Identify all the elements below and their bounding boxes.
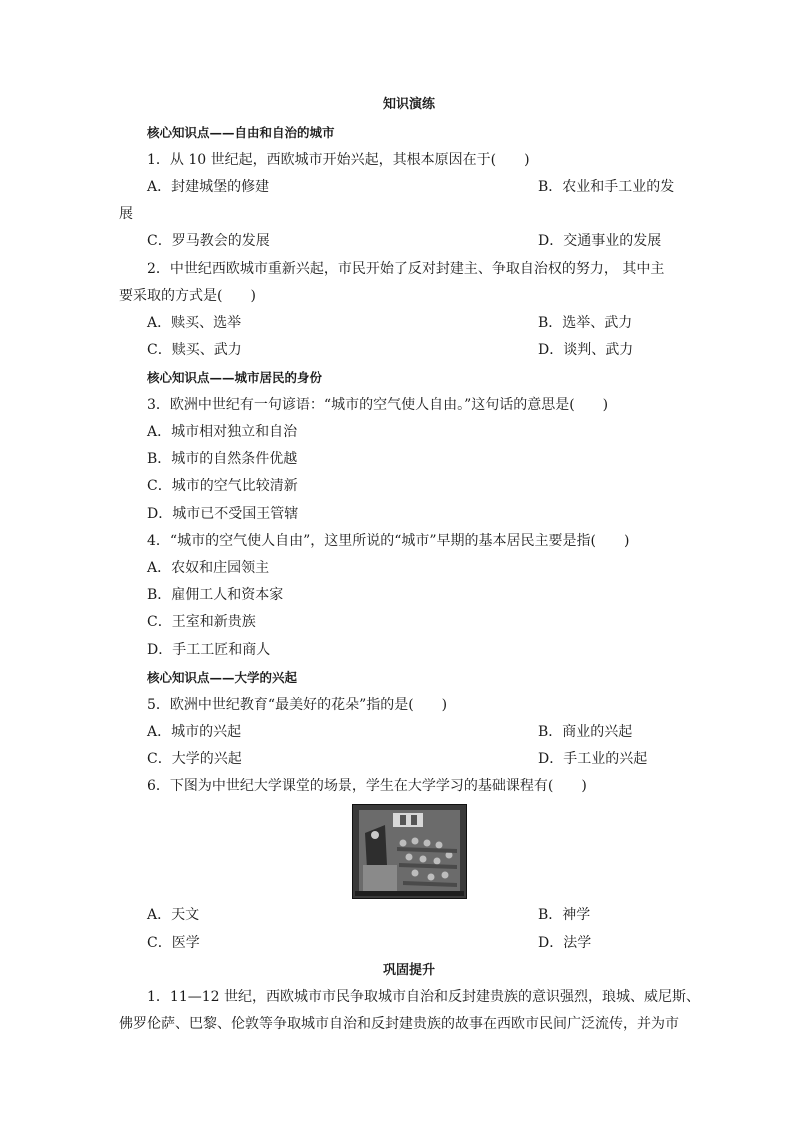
option-b[interactable]: B．神学 — [538, 907, 591, 923]
question-stem: 4．“城市的空气使人自由”，这里所说的“城市”早期的基本居民主要是指( ) — [147, 533, 630, 549]
option-c[interactable]: C．城市的空气比较清新 — [147, 478, 298, 494]
option-a[interactable]: A．城市相对独立和自治 — [147, 424, 298, 440]
option-b-continued: 展 — [119, 206, 133, 222]
option-c[interactable]: C．大学的兴起 — [147, 751, 242, 767]
question-stem: 3．欧洲中世纪有一句谚语：“城市的空气使人自由。”这句话的意思是( ) — [147, 397, 609, 413]
section-heading: 核心知识点——自由和自治的城市 — [147, 125, 335, 140]
option-c[interactable]: C．王室和新贵族 — [147, 614, 256, 630]
option-b[interactable]: B．城市的自然条件优越 — [147, 451, 298, 467]
question-stem-line1: 2．中世纪西欧城市重新兴起，市民开始了反对封建主、争取自治权的努力， 其中主 — [147, 261, 665, 277]
passage-line: 佛罗伦萨、巴黎、伦敦等争取城市自治和反封建贵族的故事在西欧市民间广泛流传，并为市 — [119, 1016, 679, 1032]
option-a[interactable]: A．赎买、选举 — [147, 315, 242, 331]
option-b[interactable]: B．雇佣工人和资本家 — [147, 587, 284, 603]
option-b[interactable]: B．商业的兴起 — [538, 724, 633, 740]
option-a[interactable]: A．天文 — [147, 907, 200, 923]
question-stem: 5．欧洲中世纪教育“最美好的花朵”指的是( ) — [147, 697, 448, 713]
option-a[interactable]: A．农奴和庄园领主 — [147, 560, 270, 576]
option-c[interactable]: C．赎买、武力 — [147, 342, 242, 358]
passage-line: 1．11—12 世纪，西欧城市市民争取城市自治和反封建贵族的意识强烈，琅城、威尼斯、 — [147, 989, 700, 1005]
option-d[interactable]: D．城市已不受国王管辖 — [147, 506, 299, 522]
question-stem: 6．下图为中世纪大学课堂的场景，学生在大学学习的基础课程有( ) — [147, 778, 587, 794]
option-d[interactable]: D．交通事业的发展 — [538, 233, 662, 249]
section-heading: 核心知识点——大学的兴起 — [147, 670, 298, 685]
question-stem: 1．从 10 世纪起，西欧城市开始兴起，其根本原因在于( ) — [147, 152, 530, 168]
option-b[interactable]: B．农业和手工业的发 — [538, 179, 675, 195]
question-stem-line2: 要采取的方式是( ) — [119, 288, 256, 304]
option-c[interactable]: C．罗马教会的发展 — [147, 233, 270, 249]
section-heading: 核心知识点——城市居民的身份 — [147, 370, 323, 385]
option-c[interactable]: C．医学 — [147, 935, 200, 951]
option-d[interactable]: D．谈判、武力 — [538, 342, 634, 358]
option-d[interactable]: D．手工工匠和商人 — [147, 642, 271, 658]
classroom-image — [352, 804, 467, 899]
option-a[interactable]: A．封建城堡的修建 — [147, 179, 270, 195]
option-b[interactable]: B．选举、武力 — [538, 315, 633, 331]
section-title: 巩固提升 — [383, 963, 436, 978]
option-d[interactable]: D．手工业的兴起 — [538, 751, 648, 767]
page-title: 知识演练 — [383, 97, 436, 112]
option-d[interactable]: D．法学 — [538, 935, 592, 951]
option-a[interactable]: A．城市的兴起 — [147, 724, 242, 740]
